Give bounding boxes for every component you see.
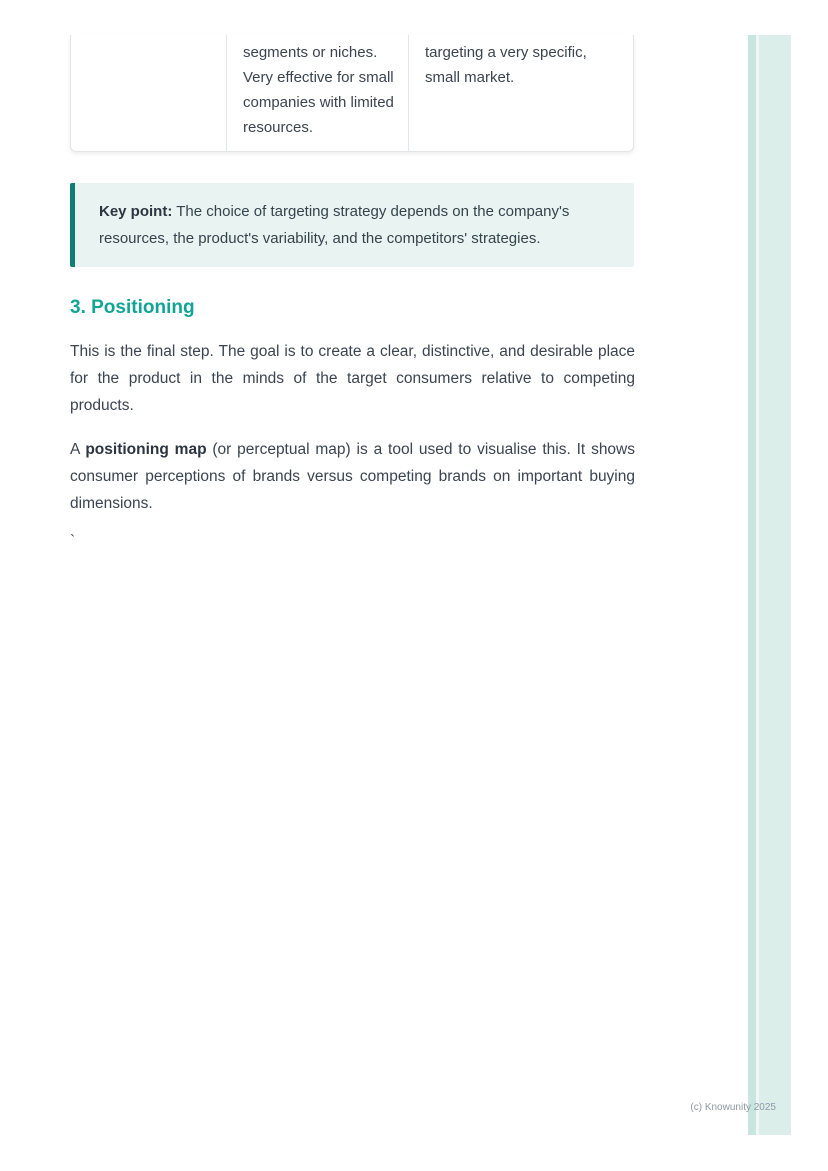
paragraph-text-prefix: A [70,441,86,458]
key-point-callout [70,183,634,267]
table-column-divider [408,35,409,152]
section-heading-positioning: 3. Positioning [70,297,195,318]
table-cell-strategy-description: segments or niches. Very effective for small companies with limited resources. [243,44,394,136]
decorative-side-stripe [748,35,791,1135]
stray-backtick-character: ` [70,533,76,550]
key-point-paragraph [99,198,610,252]
positioning-map-term: positioning map [85,441,207,458]
paragraph-text-rest: (or perceptual map) is a tool used to visualise this. It shows consumer perceptions of brands versus competing brands on important buying dimensions. [70,441,635,512]
key-point-text: The choice of targeting strategy depends on the company's resources, the product's variability, and the competitors' strategies. [99,203,570,247]
targeting-strategy-table [70,35,634,152]
key-point-label: Key point: [99,203,173,220]
table-column-divider [226,35,227,152]
paragraph-positioning-intro: This is the final step. The goal is to create a clear, distinctive, and desirable place for the product in the minds of the target consumers relative to competing products. [70,343,635,414]
copyright-footer: (c) Knowunity 2025 [690,1102,776,1113]
table-cell-strategy-drawback: targeting a very specific, small market. [425,44,587,86]
paragraph-positioning-map [70,436,635,517]
